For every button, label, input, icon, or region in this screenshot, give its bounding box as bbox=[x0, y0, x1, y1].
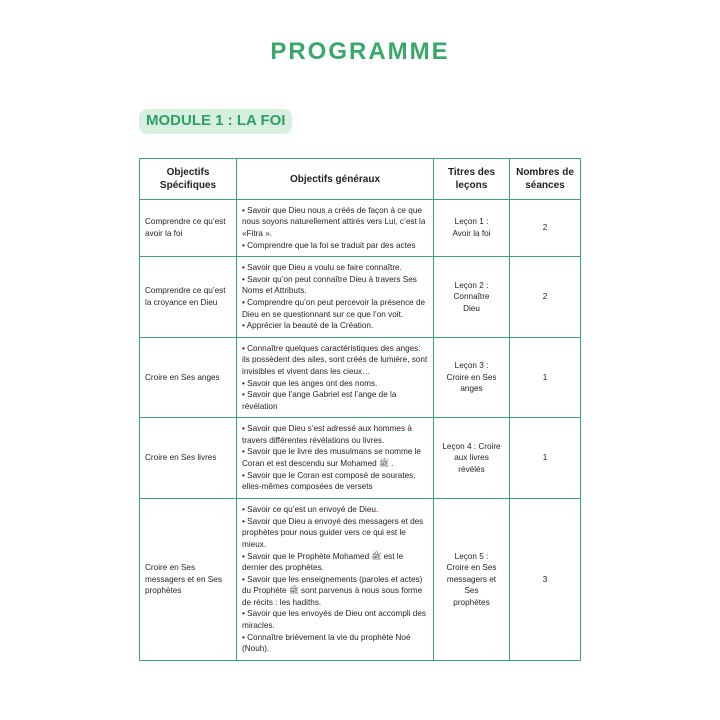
objectif-item: • Savoir que le Coran est composé de sourates, elles-mêmes composées de versets bbox=[242, 470, 416, 492]
cell-titre-lecon: Leçon 1 : Avoir la foi bbox=[434, 200, 510, 257]
table-row bbox=[140, 499, 581, 661]
header-objectifs-generaux: Objectifs généraux bbox=[237, 159, 434, 200]
page-title: PROGRAMME bbox=[270, 38, 450, 65]
header-titres-lecons: Titres des leçons bbox=[434, 159, 510, 200]
cell-nombre-seances: 1 bbox=[510, 418, 581, 499]
objectif-item: • Savoir que Dieu s’est adressé aux hommes à travers différentes révélations ou livres. bbox=[242, 424, 412, 445]
table-row bbox=[140, 257, 581, 338]
cell-objectifs-generaux bbox=[237, 257, 434, 338]
objectif-item: • Connaître brièvement la vie du prophète Noé (Nouh). bbox=[242, 632, 411, 654]
cell-nombre-seances: 3 bbox=[510, 499, 581, 661]
cell-objectifs-generaux bbox=[237, 499, 434, 661]
cell-objectif-specifique: Croire en Ses anges bbox=[140, 338, 237, 418]
table-row bbox=[140, 200, 581, 257]
cell-objectifs-generaux bbox=[237, 418, 434, 499]
header-nombres-seances: Nombres de séances bbox=[510, 159, 581, 200]
objectif-item: • Savoir que les enseignements (paroles et actes) du Prophète ﷺ sont parvenus à nous sous forme de récits : les hadiths. bbox=[242, 574, 423, 607]
objectif-item: • Connaître quelques caractéristiques des anges: ils possèdent des ailes, sont créés de lumière, sont invisibles et vivent dans les cieux… bbox=[242, 343, 428, 376]
objectif-item: • Savoir que Dieu a envoyé des messagers et des prophètes pour nous guider vers ce qui est le mieux. bbox=[242, 516, 424, 549]
objectif-item: • Savoir que l’ange Gabriel est l’ange de la révélation bbox=[242, 390, 397, 411]
cell-titre-lecon: Leçon 4 : Croire aux livres révélés bbox=[434, 418, 510, 499]
table-row bbox=[140, 418, 581, 499]
cell-objectifs-generaux bbox=[237, 338, 434, 418]
objectif-item: • Savoir que le livre des musulmans se nomme le Coran et est descendu sur Mohamed ﷺ . bbox=[242, 447, 421, 468]
table-header-row bbox=[140, 159, 581, 200]
cell-nombre-seances: 2 bbox=[510, 257, 581, 338]
header-objectifs-specifiques: Objectifs Spécifiques bbox=[140, 159, 237, 200]
objectif-item: • Comprendre que la foi se traduit par des actes bbox=[242, 240, 416, 250]
cell-titre-lecon: Leçon 5 : Croire en Ses messagers et Ses prophètes bbox=[434, 499, 510, 661]
objectif-item: • Savoir ce qu’est un envoyé de Dieu. bbox=[242, 505, 379, 515]
table-row bbox=[140, 338, 581, 418]
objectif-item: • Savoir qu’on peut connaître Dieu à travers Ses Noms et Attributs. bbox=[242, 274, 417, 296]
cell-titre-lecon: Leçon 3 : Croire en Ses anges bbox=[434, 338, 510, 418]
cell-nombre-seances: 1 bbox=[510, 338, 581, 418]
cell-objectif-specifique: Croire en Ses messagers et en Ses prophètes bbox=[140, 499, 237, 661]
objectif-item: • Savoir que le Prophète Mohamed ﷺ est le dernier des prophètes. bbox=[242, 551, 404, 573]
objectif-item: • Savoir que les envoyés de Dieu ont accompli des miracles. bbox=[242, 609, 427, 631]
objectif-item: • Apprécier la beauté de la Création. bbox=[242, 321, 374, 331]
cell-objectif-specifique: Comprendre ce qu’est avoir la foi bbox=[140, 200, 237, 257]
objectif-item: • Savoir que les anges ont des noms. bbox=[242, 378, 378, 388]
cell-titre-lecon: Leçon 2 : Connaître Dieu bbox=[434, 257, 510, 338]
objectif-item: • Savoir que Dieu nous a créés de façon à ce que nous soyons naturellement attirés vers Lui, c’est la «Fitra ». bbox=[242, 205, 426, 238]
objectif-item: • Comprendre qu’on peut percevoir la présence de Dieu en se questionnant sur ce que l’on voit. bbox=[242, 298, 426, 319]
objectif-item: • Savoir que Dieu a voulu se faire connaître. bbox=[242, 263, 402, 273]
cell-nombre-seances: 2 bbox=[510, 200, 581, 257]
cell-objectif-specifique: Croire en Ses livres bbox=[140, 418, 237, 499]
module-badge: MODULE 1 : LA FOI bbox=[139, 109, 292, 134]
cell-objectifs-generaux bbox=[237, 200, 434, 257]
cell-objectif-specifique: Comprendre ce qu’est la croyance en Dieu bbox=[140, 257, 237, 338]
programme-table bbox=[139, 158, 581, 661]
